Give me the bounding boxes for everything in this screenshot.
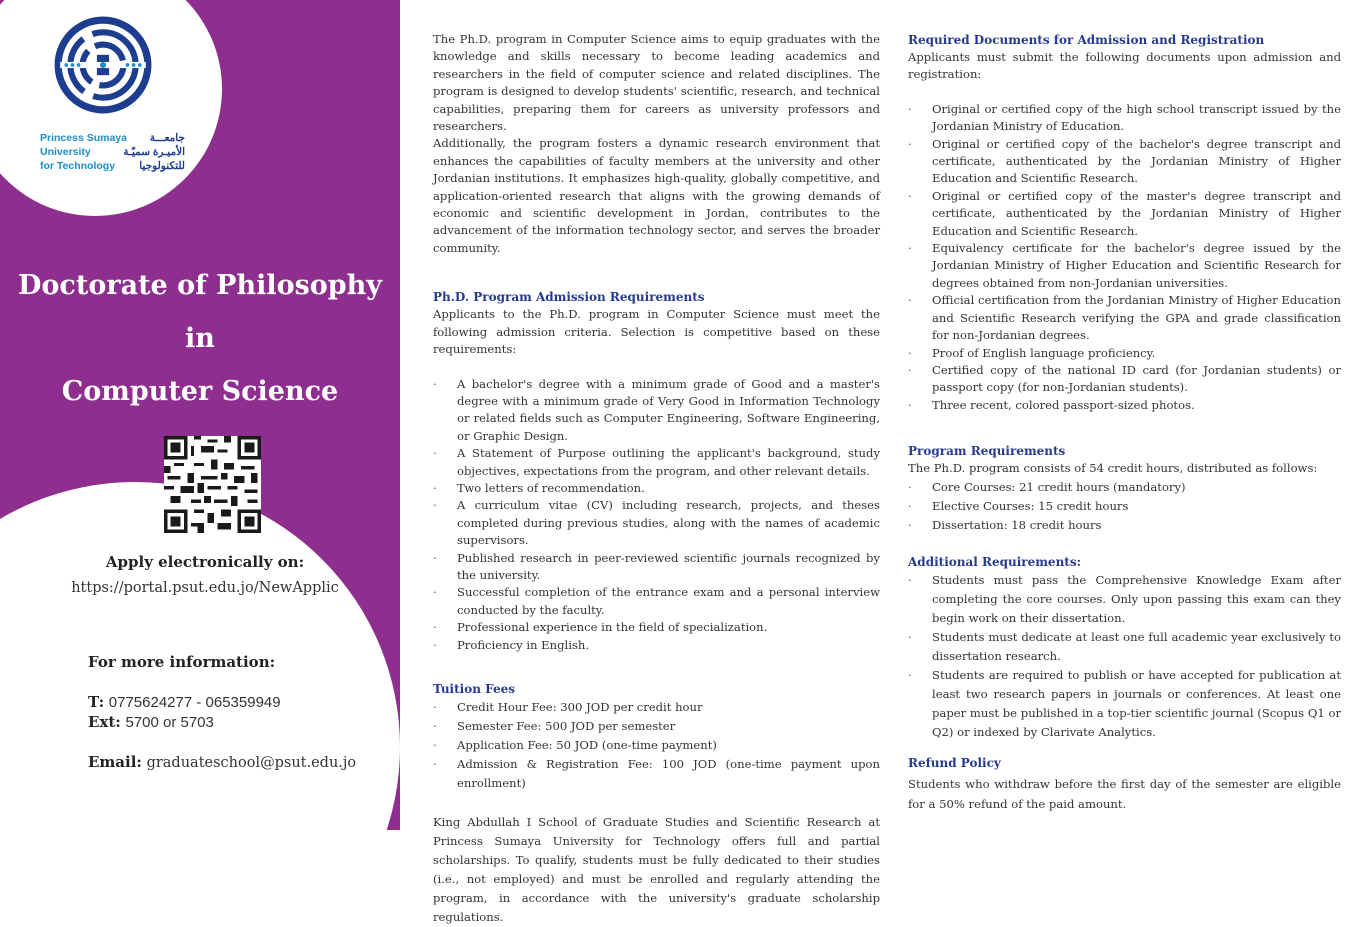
program-intro: The Ph.D. program consists of 54 credit hours, distributed as follows: [908,461,1318,476]
intro-paragraph-1: The Ph.D. program in Computer Science aims to equip graduates with the knowledge and skills necessary to become leading academics and researchers in the field of computer science and related disciplines. The program is designed to develop students' scientific, research, and technical capabilities, preparing them for careers as university professors and researchers. [433,32,880,134]
list-item: · Core Courses: 21 credit hours (mandatory) [908,478,1341,497]
phone-label: T: [88,693,105,711]
email-label: Email: [88,753,142,771]
intro-paragraph-2: Additionally, the program fosters a dynamic research environment that enhances the capabilities of faculty members at the university and other Jordanian institutions. It emphasizes high-quality, globally competitive, and application-oriented research that aligns with the growing demands of economic and scientific development in Jordan, contributes to the advancement of the information technology sector, and serves the broader community. [433,136,880,255]
list-item: · Successful completion of the entrance exam and a personal interview conducted by the faculty. [433,584,880,619]
list-item: · Proof of English language proficiency. [908,345,1341,362]
list-item: · Two letters of recommendation. [433,480,880,497]
email-link[interactable]: graduateschool@psut.edu.jo [146,755,357,771]
refund-text: Students who withdraw before the first day of the semester are eligible for a 50% refund of the paid amount. [908,776,1341,811]
phone-value[interactable]: 0775624277 - 065359949 [108,694,281,711]
contact-heading [88,653,275,671]
additional-list [908,571,1341,742]
list-item: · Elective Courses: 15 credit hours [908,497,1341,516]
contact-email [88,753,356,771]
logo-ar-line: للتكنولوجيا [139,160,185,172]
list-item: · Three recent, colored passport-sized photos. [908,397,1341,414]
logo-en-line: Princess Sumaya [40,132,127,144]
ext-value: 5700 or 5703 [125,714,214,731]
list-item: · Published research in peer-reviewed scientific journals recognized by the university. [433,550,880,585]
list-item: · Students must dedicate at least one full academic year exclusively to dissertation research. [908,628,1341,666]
ext-label: Ext: [88,713,121,731]
admission-list [433,376,880,655]
list-item: · Credit Hour Fee: 300 JOD per credit hour [433,698,880,717]
list-item: · Semester Fee: 500 JOD per semester [433,717,880,736]
documents-intro: Applicants must submit the following documents upon admission and registration: [908,50,1341,82]
logo-en-line: for Technology [40,160,116,172]
list-item: · Admission & Registration Fee: 100 JOD (one-time payment upon enrollment) [433,755,880,793]
list-item: · Professional experience in the field of specialization. [433,619,880,636]
apply-label: Apply electronically on: [105,553,305,571]
documents-heading: Required Documents for Admission and Registration [908,33,1265,47]
program-title-line-2: in [185,323,215,354]
admission-heading: Ph.D. Program Admission Requirements [433,290,705,305]
logo-en-line: University [40,146,91,158]
refund-heading: Refund Policy [908,755,1001,770]
list-item: · Equivalency certificate for the bachelor's degree issued by the Jordanian Ministry of Higher Education and Scientific Research for degrees obtained from non-Jordanian universities. [908,240,1341,292]
qr-code-icon[interactable] [164,436,261,533]
content-column-1 [433,31,880,927]
program-title-line-3: Computer Science [61,376,339,407]
list-item: · A curriculum vitae (CV) including research, projects, and theses completed during previous studies, along with the names of academic supervisors. [433,497,880,549]
additional-heading: Additional Requirements: [908,554,1082,569]
tuition-heading: Tuition Fees [433,682,516,696]
list-item: · Application Fee: 50 JOD (one-time payment) [433,736,880,755]
list-item: · Certified copy of the national ID card (for Jordanian students) or passport copy (for non-Jordanian students). [908,362,1341,397]
scholarship-paragraph: King Abdullah I School of Graduate Studies and Scientific Research at Princess Sumaya University for Technology offers full and partial scholarships. To qualify, students must be fully dedicated to their studies (i.e., not employed) and must be enrolled and regularly attending the program, in accordance with the university's graduate scholarship regulations. [433,815,880,924]
contact-heading-text: For more information: [88,653,276,671]
list-item: · Official certification from the Jordanian Ministry of Higher Education and Scientific Research verifying the GPA and grade classification for non-Jordanian degrees. [908,292,1341,344]
list-item: · Proficiency in English. [433,637,880,654]
list-item: · Students are required to publish or have accepted for publication at least two research papers in journals or conferences. At least one paper must be published in a top-tier scientific journal (Scopus Q1 or Q2) or indexed by Clarivate Analytics. [908,666,1341,742]
program-heading: Program Requirements [908,444,1066,459]
contact-phone [88,693,281,711]
program-title-line-1: Doctorate of Philosophy [18,270,382,301]
logo-ar-line: جامعـــة [149,132,185,144]
tuition-list [433,698,880,793]
list-item: · Original or certified copy of the master's degree transcript and certificate, authenticated by the Jordanian Ministry of Higher Education and Scientific Research. [908,188,1341,240]
list-item: · Students must pass the Comprehensive Knowledge Exam after completing the core courses. Only upon passing this exam can they begin work on their dissertation. [908,571,1341,628]
list-item: · Dissertation: 18 credit hours [908,516,1341,535]
program-list [908,478,1341,535]
university-wordmark [40,131,185,173]
list-item: · A Statement of Purpose outlining the applicant's background, study objectives, expectations from the program, and other relevant details. [433,445,880,480]
university-logo-icon [52,14,154,116]
contact-ext [88,713,214,731]
admission-intro: Applicants to the Ph.D. program in Computer Science must meet the following admission criteria. Selection is competitive based on these requirements: [433,307,880,357]
list-item: · Original or certified copy of the bachelor's degree transcript and certificate, authenticated by the Jordanian Ministry of Higher Education and Scientific Research. [908,136,1341,188]
list-item: · Original or certified copy of the high school transcript issued by the Jordanian Ministry of Education. [908,101,1341,136]
documents-list [908,101,1341,414]
content-column-2 [908,31,1341,814]
logo-ar-line: الأميـرة سميّـة [123,146,185,158]
list-item: · A bachelor's degree with a minimum grade of Good and a master's degree with a minimum grade of Very Good in Information Technology or related fields such as Computer Engineering, Software Engineering, or Graphic Design. [433,376,880,446]
apply-url-link[interactable]: https://portal.psut.edu.jo/NewApplic [71,580,339,596]
